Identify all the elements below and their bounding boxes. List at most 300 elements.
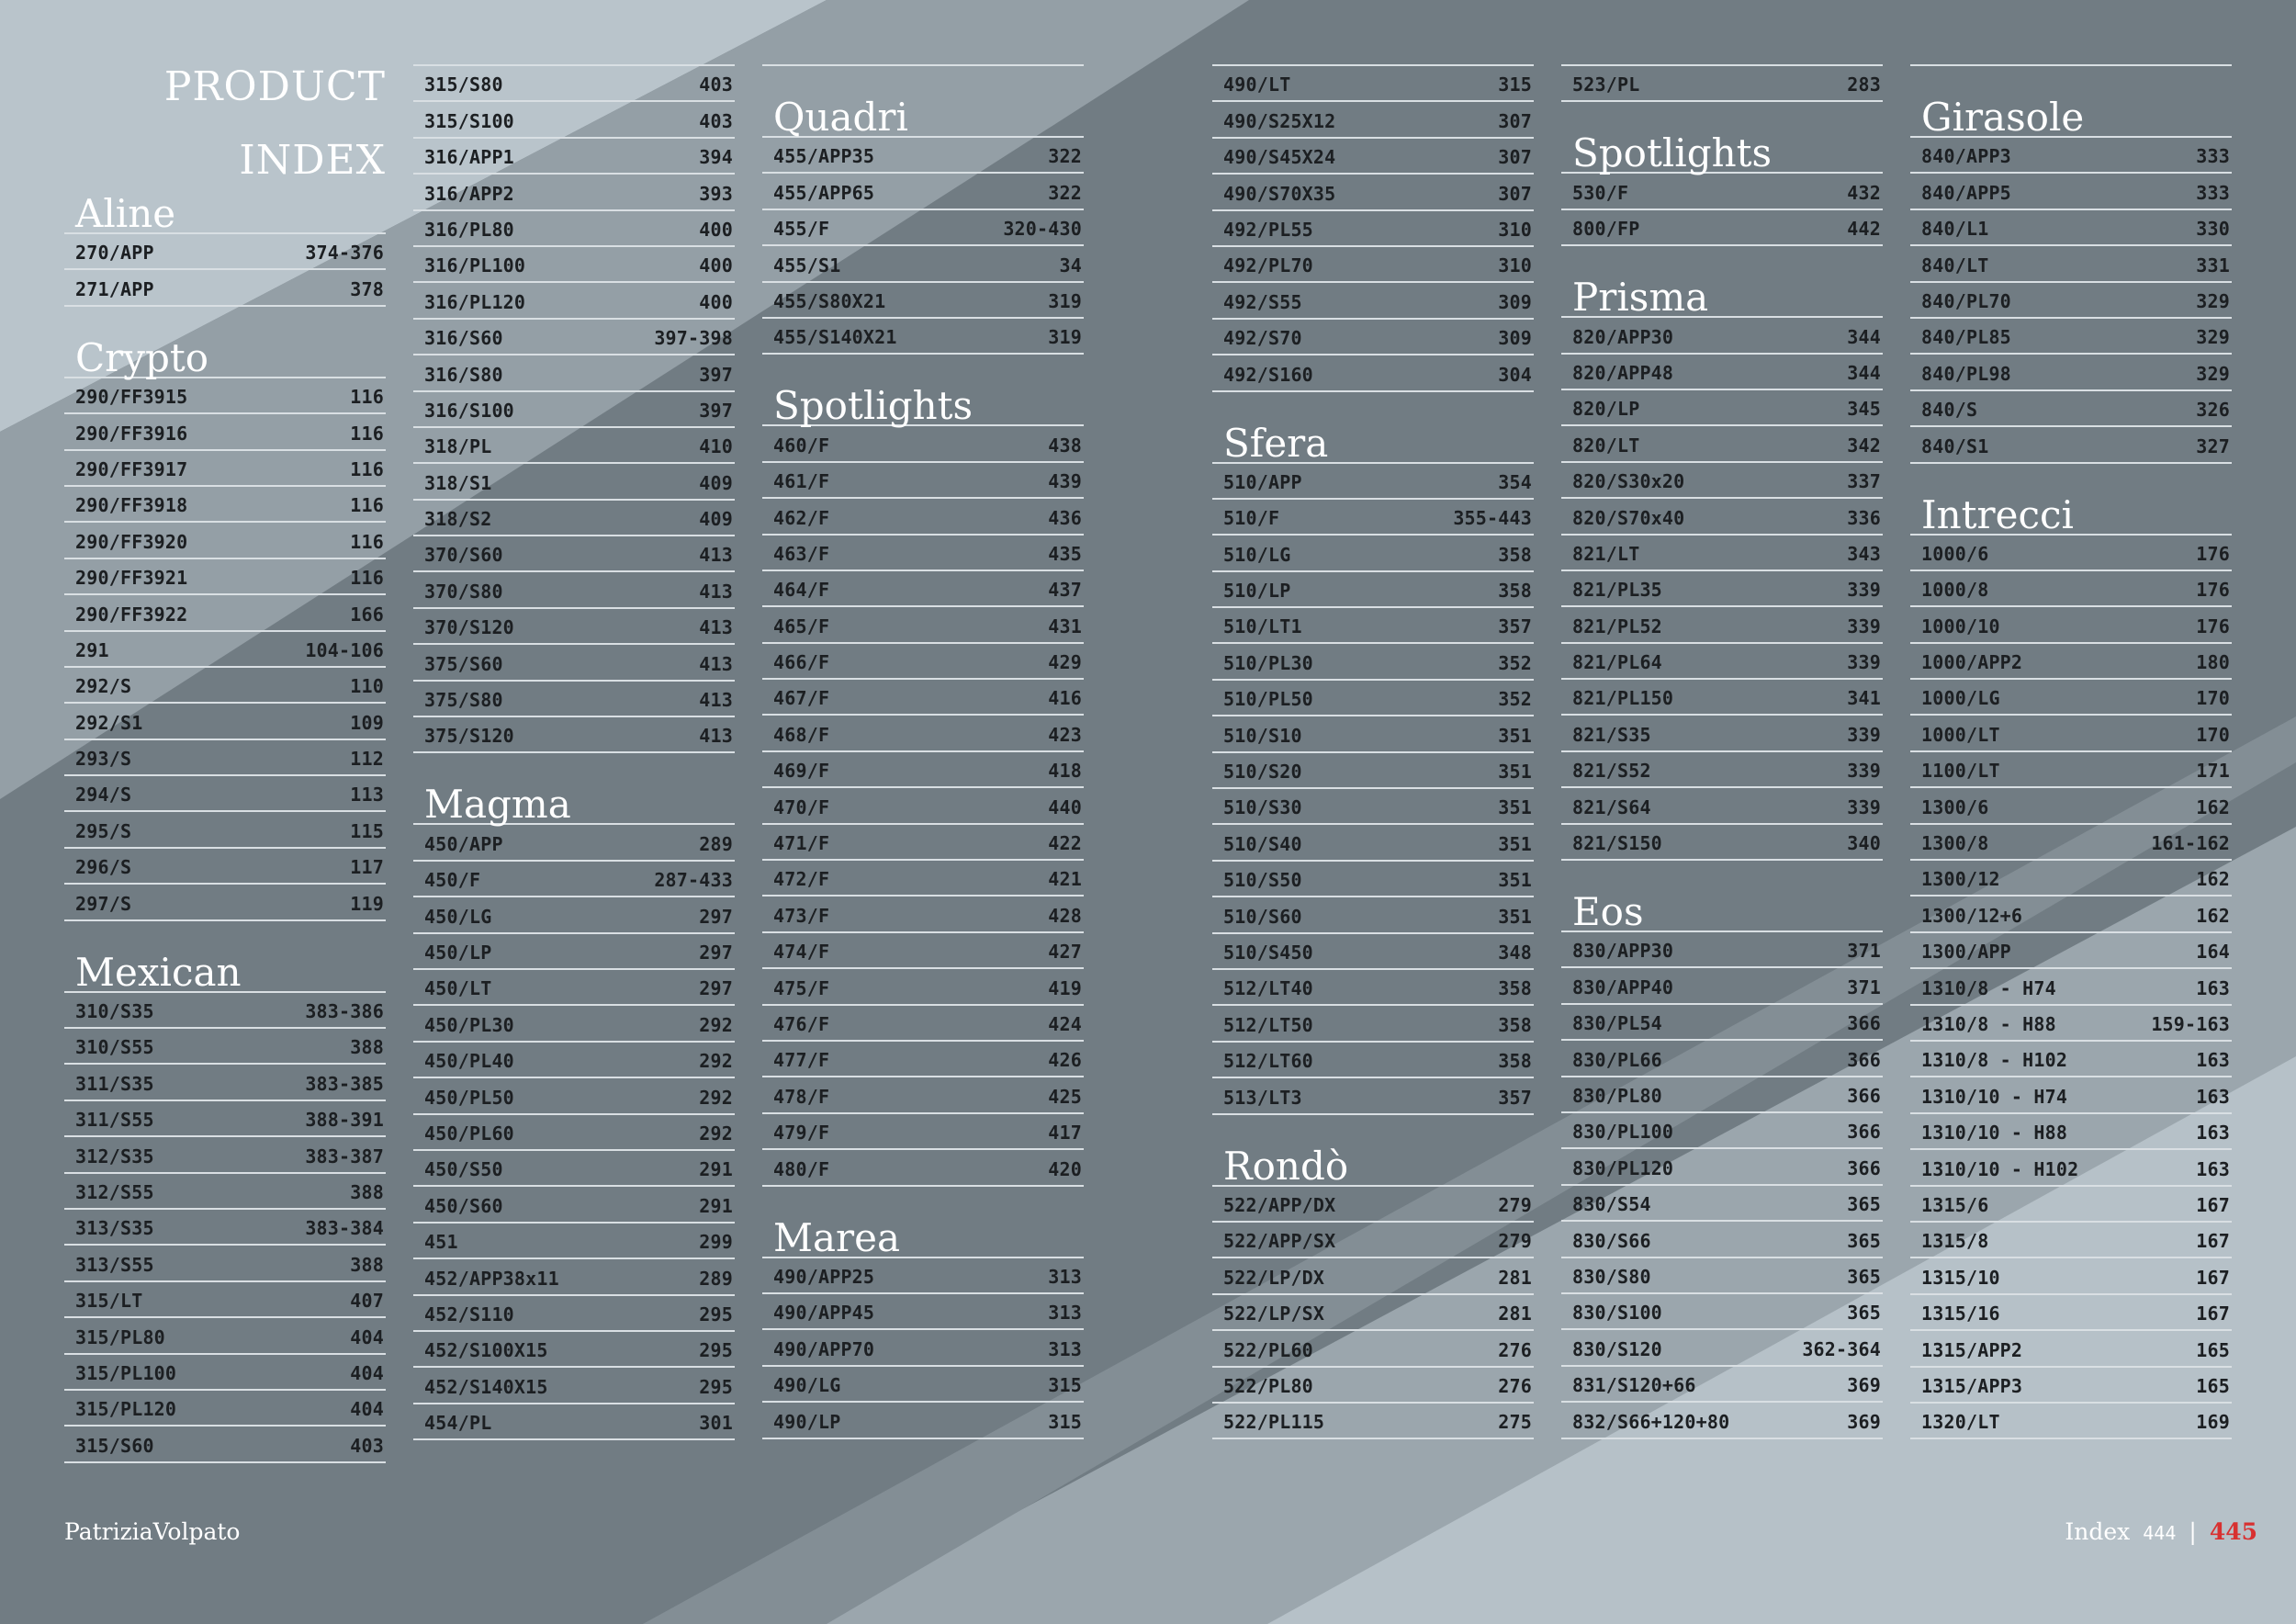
index-row: [413, 645, 735, 681]
product-code: 1310/8 - H88: [1921, 1012, 2056, 1035]
page-number: 327: [2196, 434, 2230, 457]
index-row: [1212, 247, 1534, 283]
index-row: [1910, 1258, 2232, 1294]
index-row: [64, 740, 386, 776]
index-row: [1212, 862, 1534, 897]
index-row: [413, 1332, 735, 1368]
product-code: 492/S70: [1223, 327, 1302, 350]
section-title: Quadri: [762, 101, 1084, 138]
index-row: [1212, 1258, 1534, 1294]
product-code: 1310/8 - H102: [1921, 1049, 2068, 1072]
page-number: 313: [1048, 1337, 1082, 1360]
page-number: 283: [1847, 73, 1881, 96]
page-number: 425: [1048, 1085, 1082, 1108]
page-number: 409: [699, 508, 733, 531]
page-number: 388: [350, 1036, 384, 1059]
page-number: 336: [1847, 506, 1881, 529]
page-number: 289: [699, 832, 733, 855]
product-code: 821/S64: [1572, 795, 1651, 818]
page-number: 292: [699, 1013, 733, 1036]
product-code: 455/S80X21: [773, 289, 886, 312]
index-row: [1910, 1295, 2232, 1331]
page-number: 351: [1498, 761, 1532, 784]
product-code: 1300/12+6: [1921, 904, 2023, 927]
index-row: [1561, 1403, 1883, 1438]
page-number: 307: [1498, 146, 1532, 169]
index-section: [64, 921, 386, 1463]
page-number: 397-398: [654, 327, 733, 350]
index-row: [762, 1294, 1084, 1330]
index-row: [1561, 607, 1883, 643]
page-number: 116: [350, 494, 384, 517]
product-code: 510/LP: [1223, 580, 1291, 603]
product-code: 1300/APP: [1921, 941, 2011, 964]
page-number: 163: [2196, 1157, 2230, 1180]
product-code: 490/APP25: [773, 1265, 875, 1288]
page-number: 116: [350, 386, 384, 409]
page-number: 432: [1847, 181, 1881, 204]
index-row: [762, 680, 1084, 716]
index-row: [1910, 319, 2232, 355]
product-code: 490/APP45: [773, 1302, 875, 1325]
index-row: [1212, 970, 1534, 1006]
index-row: [762, 897, 1084, 932]
product-code: 510/S60: [1223, 905, 1302, 928]
page-number: 307: [1498, 109, 1532, 132]
index-row: [1212, 355, 1534, 391]
product-code: 313/S35: [75, 1217, 154, 1240]
product-code: 450/PL30: [424, 1013, 514, 1036]
index-row: [1910, 571, 2232, 607]
page-number: 162: [2196, 795, 2230, 818]
index-row: [1212, 897, 1534, 933]
product-code: 1310/10 - H102: [1921, 1157, 2079, 1180]
index-row: [1561, 1222, 1883, 1257]
product-code: 1000/10: [1921, 615, 2000, 637]
index-section: [1212, 1115, 1534, 1440]
product-code: 452/S110: [424, 1303, 514, 1325]
page-number: 378: [350, 277, 384, 300]
product-code: 290/FF3920: [75, 530, 188, 553]
index-section: [64, 191, 386, 307]
product-code: 479/F: [773, 1122, 830, 1145]
product-code: 474/F: [773, 941, 830, 964]
index-row: [413, 283, 735, 319]
product-code: 375/S60: [424, 652, 503, 675]
product-code: 450/PL40: [424, 1050, 514, 1073]
index-row: [64, 1318, 386, 1354]
page-number: 426: [1048, 1049, 1082, 1072]
index-row: [1561, 66, 1883, 102]
page-number: 371: [1847, 976, 1881, 998]
product-code: 510/S450: [1223, 941, 1313, 964]
product-code: 316/PL120: [424, 290, 526, 313]
product-code: 830/S120: [1572, 1337, 1662, 1360]
product-code: 315/S80: [424, 73, 503, 96]
page-number: 176: [2196, 542, 2230, 565]
page-number: 352: [1498, 688, 1532, 711]
product-code: 315/S60: [75, 1434, 154, 1457]
page-number: 404: [350, 1361, 384, 1384]
page-number: 394: [699, 146, 733, 169]
index-row: [762, 319, 1084, 355]
page-number: 116: [350, 422, 384, 445]
index-section: [413, 64, 735, 753]
product-code: 473/F: [773, 904, 830, 927]
page-number: 371: [1847, 940, 1881, 963]
page-number: 315: [1048, 1374, 1082, 1397]
page-number: 275: [1498, 1411, 1532, 1434]
product-code: 510/PL50: [1223, 688, 1313, 711]
page-number: 162: [2196, 904, 2230, 927]
page-number: 352: [1498, 651, 1532, 674]
page-number: 383-387: [305, 1145, 384, 1167]
page-number: 281: [1498, 1266, 1532, 1289]
index-row: [762, 426, 1084, 462]
index-row: [1561, 463, 1883, 499]
page-number: 440: [1048, 795, 1082, 818]
index-row: [1561, 825, 1883, 861]
index-section: [1561, 861, 1883, 1438]
product-code: 492/PL70: [1223, 254, 1313, 277]
page-number: 438: [1048, 434, 1082, 457]
index-row: [1561, 499, 1883, 535]
page-number: 355-443: [1453, 507, 1532, 530]
index-row: [413, 501, 735, 536]
product-code: 291: [75, 638, 109, 661]
index-section: [762, 1187, 1084, 1439]
page-number: 417: [1048, 1122, 1082, 1145]
index-row: [762, 571, 1084, 607]
index-row: [64, 1355, 386, 1391]
index-row: [413, 572, 735, 608]
product-code: 1315/16: [1921, 1303, 2000, 1325]
index-row: [762, 1258, 1084, 1294]
page-number-right: 445: [2209, 1518, 2257, 1545]
index-row: [1561, 1041, 1883, 1077]
index-row: [64, 270, 386, 306]
index-row: [413, 609, 735, 645]
index-row: [1910, 825, 2232, 861]
index-row: [1212, 283, 1534, 319]
product-code: 821/PL52: [1572, 615, 1662, 637]
page-number: 400: [699, 218, 733, 241]
product-code: 821/S35: [1572, 723, 1651, 746]
product-code: 450/F: [424, 869, 481, 892]
index-row: [1212, 1223, 1534, 1258]
product-code: 468/F: [773, 723, 830, 746]
product-code: 510/F: [1223, 507, 1280, 530]
index-row: [1561, 1077, 1883, 1113]
product-code: 830/PL80: [1572, 1084, 1662, 1107]
page-number: 164: [2196, 941, 2230, 964]
product-code: 510/S30: [1223, 796, 1302, 819]
page-number: 295: [699, 1303, 733, 1325]
product-code: 290/FF3916: [75, 422, 188, 445]
index-row: [1561, 174, 1883, 209]
page-number: 279: [1498, 1230, 1532, 1253]
index-row: [413, 139, 735, 175]
product-code: 522/PL115: [1223, 1411, 1325, 1434]
page-number: 388: [350, 1253, 384, 1276]
product-code: 522/LP/DX: [1223, 1266, 1325, 1289]
index-row: [64, 1174, 386, 1210]
product-code: 271/APP: [75, 277, 154, 300]
product-code: 830/PL54: [1572, 1012, 1662, 1035]
product-code: 490/APP70: [773, 1337, 875, 1360]
index-row: [1910, 174, 2232, 209]
page-number: 289: [699, 1267, 733, 1290]
page-number: 404: [350, 1398, 384, 1421]
brand-logo: PatriziaVolpato: [64, 1518, 241, 1545]
page-number: 110: [350, 675, 384, 698]
page-separator: |: [2189, 1518, 2197, 1545]
page-number: 351: [1498, 724, 1532, 747]
page-number: 297: [699, 977, 733, 1000]
product-code: 492/PL55: [1223, 218, 1313, 241]
product-code: 454/PL: [424, 1412, 492, 1435]
product-code: 463/F: [773, 542, 830, 565]
page-number: 436: [1048, 506, 1082, 529]
index-row: [1212, 572, 1534, 608]
index-row: [413, 1043, 735, 1078]
index-row: [1910, 716, 2232, 751]
product-code: 820/LP: [1572, 398, 1640, 421]
page-number: 159-163: [2151, 1012, 2230, 1035]
product-code: 821/S52: [1572, 760, 1651, 783]
index-row: [1561, 1005, 1883, 1041]
page-number: 413: [699, 544, 733, 567]
product-code: 820/S70x40: [1572, 506, 1685, 529]
index-section: [1910, 64, 2232, 464]
product-code: 477/F: [773, 1049, 830, 1072]
product-code: 292/S1: [75, 711, 143, 734]
index-row: [1212, 66, 1534, 102]
page-number: 400: [699, 290, 733, 313]
page-number: 112: [350, 748, 384, 771]
product-code: 522/PL60: [1223, 1338, 1313, 1361]
product-code: 450/LP: [424, 941, 492, 964]
index-row: [1910, 969, 2232, 1005]
product-code: 310/S55: [75, 1036, 154, 1059]
index-row: [1561, 210, 1883, 246]
page-number: 116: [350, 530, 384, 553]
product-code: 490/LT: [1223, 73, 1291, 96]
page-number: 167: [2196, 1266, 2230, 1289]
page-number: 291: [699, 1158, 733, 1181]
product-code: 840/APP3: [1921, 145, 2011, 168]
page-number: 404: [350, 1325, 384, 1348]
section-title: Intrecci: [1910, 499, 2232, 536]
page-number: 366: [1847, 1012, 1881, 1035]
product-code: 452/S100X15: [424, 1339, 548, 1362]
index-row: [1910, 1331, 2232, 1367]
product-code: 450/S50: [424, 1158, 503, 1181]
page-number: 383-384: [305, 1217, 384, 1240]
index-row: [1212, 1006, 1534, 1042]
index-row: [1910, 138, 2232, 174]
product-code: 450/PL60: [424, 1122, 514, 1145]
index-row: [762, 138, 1084, 174]
product-code: 455/S1: [773, 254, 841, 276]
page-number: 297: [699, 941, 733, 964]
page-number: 163: [2196, 976, 2230, 999]
product-code: 830/APP40: [1572, 976, 1674, 998]
page-number: 165: [2196, 1374, 2230, 1397]
index-section: [762, 355, 1084, 1186]
index-row: [64, 378, 386, 414]
product-code: 821/S150: [1572, 832, 1662, 855]
page-number: 162: [2196, 868, 2230, 891]
product-code: 1000/LT: [1921, 723, 2000, 746]
product-code: 450/LT: [424, 977, 492, 1000]
index-row: [1212, 789, 1534, 825]
product-code: 510/LT1: [1223, 615, 1302, 638]
page-number: 351: [1498, 796, 1532, 819]
product-code: 1315/APP2: [1921, 1338, 2023, 1361]
product-code: 840/APP5: [1921, 181, 2011, 204]
index-row: [1910, 680, 2232, 716]
index-row: [1910, 210, 2232, 246]
page-number: 429: [1048, 651, 1082, 674]
product-code: 293/S: [75, 748, 132, 771]
product-code: 523/PL: [1572, 73, 1640, 96]
product-code: 522/APP/SX: [1223, 1230, 1336, 1253]
page-number: 281: [1498, 1303, 1532, 1325]
page-number: 117: [350, 856, 384, 879]
page-number: 310: [1498, 218, 1532, 241]
index-row: [1910, 1368, 2232, 1404]
index-row: [762, 788, 1084, 824]
product-code: 311/S35: [75, 1072, 154, 1095]
section-title: Eos: [1561, 896, 1883, 932]
index-row: [64, 1029, 386, 1065]
product-code: 461/F: [773, 470, 830, 493]
index-section: [1561, 64, 1883, 102]
product-code: 450/APP: [424, 832, 503, 855]
page-number: 403: [699, 73, 733, 96]
page-number: 291: [699, 1194, 733, 1217]
page-number: 295: [699, 1375, 733, 1398]
page-number: 292: [699, 1122, 733, 1145]
page-number: 322: [1048, 181, 1082, 204]
page-number: 341: [1847, 687, 1881, 710]
index-row: [1910, 1187, 2232, 1223]
section-title: Sfera: [1212, 427, 1534, 464]
index-row: [64, 1065, 386, 1100]
index-row: [1212, 536, 1534, 571]
product-code: 830/S54: [1572, 1193, 1651, 1216]
product-code: 478/F: [773, 1085, 830, 1108]
index-section: [1910, 464, 2232, 1440]
index-row: [64, 1101, 386, 1137]
product-code: 840/PL70: [1921, 289, 2011, 312]
product-code: 512/LT40: [1223, 977, 1313, 1000]
index-row: [1561, 1330, 1883, 1366]
index-section: [762, 64, 1084, 355]
product-code: 455/APP65: [773, 181, 875, 204]
index-row: [1910, 1150, 2232, 1186]
product-code: 315/PL80: [75, 1325, 165, 1348]
product-code: 492/S160: [1223, 363, 1313, 386]
product-code: 492/S55: [1223, 290, 1302, 313]
page-footer: [2065, 1518, 2257, 1545]
product-code: 1000/LG: [1921, 687, 2000, 710]
page-number: 403: [699, 109, 733, 132]
index-row: [1212, 681, 1534, 716]
title-line-2: INDEX: [239, 137, 386, 184]
index-row: [762, 825, 1084, 861]
product-code: 830/S80: [1572, 1265, 1651, 1288]
page-number: 339: [1847, 723, 1881, 746]
page-number: 423: [1048, 723, 1082, 746]
index-row: [413, 66, 735, 102]
index-row: [64, 595, 386, 631]
product-code: 370/S60: [424, 544, 503, 567]
product-code: 318/S2: [424, 508, 492, 531]
page-number: 166: [350, 603, 384, 626]
page-number: 348: [1498, 941, 1532, 964]
page-number: 295: [699, 1339, 733, 1362]
page-number: 176: [2196, 579, 2230, 602]
product-code: 820/LT: [1572, 434, 1640, 457]
page-number: 345: [1847, 398, 1881, 421]
page-number: 313: [1048, 1302, 1082, 1325]
index-row: [762, 1150, 1084, 1186]
page-number: 287-433: [654, 869, 733, 892]
index-row: [64, 451, 386, 487]
index-row: [1561, 716, 1883, 751]
page-number: 351: [1498, 905, 1532, 928]
index-row: [64, 559, 386, 595]
index-row: [1561, 1294, 1883, 1330]
index-row: [413, 1296, 735, 1332]
index-row: [762, 1403, 1084, 1438]
product-code: 471/F: [773, 832, 830, 855]
page-number: 339: [1847, 651, 1881, 674]
index-row: [413, 970, 735, 1006]
page-number: 116: [350, 567, 384, 590]
product-code: 475/F: [773, 976, 830, 999]
page-number: 171: [2196, 760, 2230, 783]
index-row: [1212, 1368, 1534, 1404]
product-code: 467/F: [773, 687, 830, 710]
index-row: [413, 897, 735, 933]
page-number: 339: [1847, 579, 1881, 602]
product-code: 800/FP: [1572, 218, 1640, 241]
section-title: Girasole: [1910, 101, 2232, 138]
product-code: 295/S: [75, 819, 132, 842]
index-row: [762, 607, 1084, 643]
index-row: [762, 969, 1084, 1005]
index-row: [1212, 500, 1534, 536]
page-number: 437: [1048, 579, 1082, 602]
page-number: 358: [1498, 543, 1532, 566]
product-code: 530/F: [1572, 181, 1629, 204]
product-code: 290/FF3918: [75, 494, 188, 517]
index-row: [1561, 426, 1883, 462]
index-column: [413, 64, 735, 1440]
index-row: [1212, 608, 1534, 644]
index-section: [64, 307, 386, 921]
page-number: 400: [699, 254, 733, 277]
product-code: 821/LT: [1572, 542, 1640, 565]
index-row: [762, 463, 1084, 499]
product-code: 450/PL50: [424, 1086, 514, 1109]
index-row: [1561, 1186, 1883, 1222]
index-row: [1212, 1295, 1534, 1331]
page-number: 435: [1048, 542, 1082, 565]
